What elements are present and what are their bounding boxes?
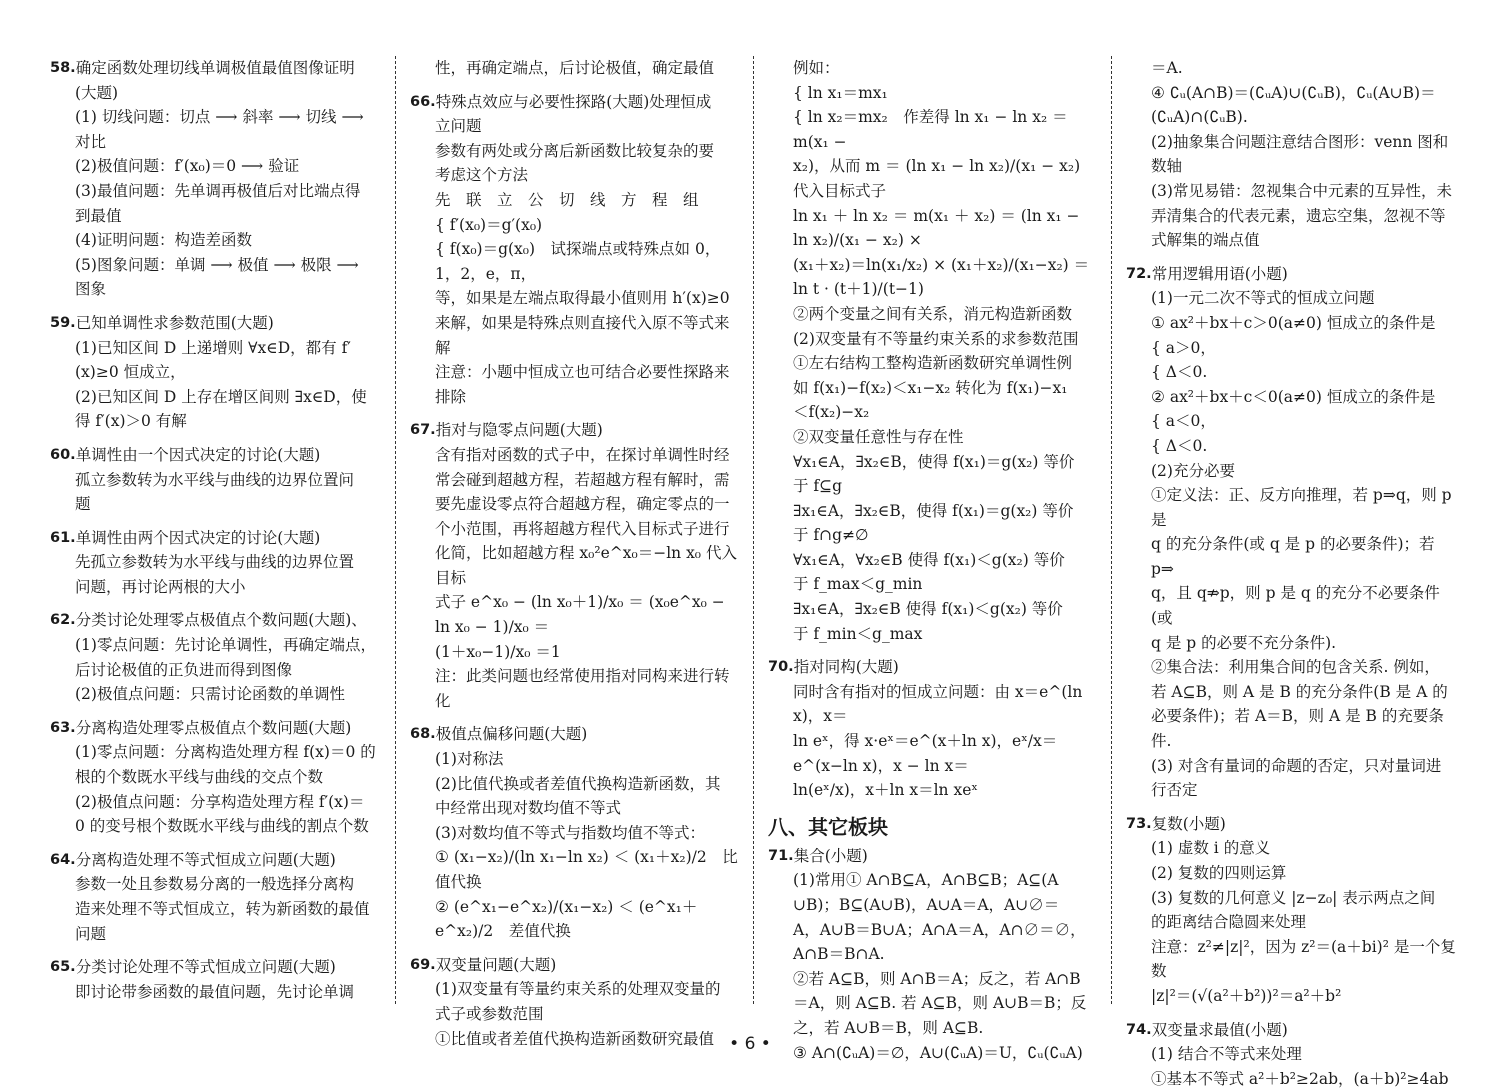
item-title: 双变量求最值(小题) xyxy=(1151,1020,1288,1039)
text-line: 注意：小题中恒成立也可结合必要性探路来 xyxy=(435,363,730,382)
text-line: ②双变量任意性与存在性 xyxy=(793,427,964,446)
item-heading xyxy=(50,311,380,336)
text-line: q 的充分条件(或 q 是 p 的必要条件)；若 p⇒ xyxy=(1151,535,1435,578)
column-divider-1 xyxy=(395,56,396,1004)
text-line: 常会碰到超越方程，若超越方程有解时，需 xyxy=(435,470,730,489)
text-line: 例如： xyxy=(793,59,840,77)
text-line: ln(eˣ/x)，x＋ln x＝ln xeˣ xyxy=(793,781,978,800)
text-line: 来解，如果是特殊点则直接代入原不等式来 xyxy=(435,313,730,332)
text-line: (3)对数均值不等式与指数均值不等式： xyxy=(435,823,705,842)
text-line: 于 f_max＜g_min xyxy=(793,575,923,594)
text-line: (1) 结合不等式来处理 xyxy=(1151,1045,1302,1064)
section-heading: 八、其它板块 xyxy=(768,814,888,839)
text-line: (大题) xyxy=(75,83,119,102)
column-3 xyxy=(768,56,1098,1062)
item-body xyxy=(50,550,380,599)
text-line: 参数有两处或分离后新函数比较复杂的要 xyxy=(435,141,715,160)
text-line: 必要条件)；若 A＝B，则 A 是 B 的充要条件. xyxy=(1151,707,1444,751)
item-heading xyxy=(50,955,380,980)
text-line: 如 f(x₁)−f(x₂)＜x₁−x₂ 转化为 f(x₁)−x₁ xyxy=(793,378,1068,397)
text-line: (2)充分必要 xyxy=(1151,461,1235,480)
item-number: 59. xyxy=(50,314,76,331)
text-line: 含有指对函数的式子中，在探讨单调性时经 xyxy=(435,445,730,464)
item-number: 62. xyxy=(50,612,76,629)
text-line: 得 f′(x)＞0 有解 xyxy=(75,412,187,431)
text-line: 之，若 A∪B＝B，则 A⊆B. xyxy=(793,1018,984,1037)
text-line: 先孤立参数转为水平线与曲线的边界位置 xyxy=(75,553,355,572)
item-heading xyxy=(50,56,380,81)
item-number: 69. xyxy=(410,956,436,973)
text-line: (3)常见易错：忽视集合中元素的互异性，未 xyxy=(1151,181,1452,200)
item-number: 67. xyxy=(410,422,436,439)
text-line: 式解集的端点值 xyxy=(1151,231,1260,250)
list-item xyxy=(50,955,380,1004)
text-line: 0 的变号根个数既水平线与曲线的割点个数 xyxy=(75,817,369,836)
text-line: 弄清集合的代表元素，遗忘空集，忽视不等 xyxy=(1151,206,1446,225)
item-title: 集合(小题) xyxy=(793,846,868,865)
list-item xyxy=(768,655,1098,803)
text-line: ∪B)；B⊆(A∪B)，A∪A＝A，A∪∅＝ xyxy=(793,896,1060,914)
item-title: 极值点偏移问题(大题) xyxy=(435,725,588,744)
page-number: • 6 • xyxy=(729,1034,771,1054)
text-line: 问题，再讨论两根的大小 xyxy=(75,577,246,596)
text-line: 立问题 xyxy=(435,117,482,136)
text-line: (1)已知区间 D 上递增则 ∀x∈D，都有 f′ xyxy=(75,338,351,357)
item-number: 63. xyxy=(50,719,76,736)
text-line: (2) 复数的四则运算 xyxy=(1151,864,1287,882)
item-body xyxy=(1126,286,1456,802)
text-line: ① (x₁−x₂)/(ln x₁−ln x₂) ＜ (x₁＋x₂)/2 比值代换 xyxy=(435,848,738,891)
text-line: (1)对称法 xyxy=(435,750,504,769)
item-heading xyxy=(50,608,380,633)
item-heading xyxy=(410,722,740,747)
list-item xyxy=(768,56,1098,646)
list-item xyxy=(50,716,380,839)
item-title: 确定函数处理切线单调极值最值图像证明 xyxy=(75,59,355,77)
list-item xyxy=(50,443,380,517)
item-title: 单调性由一个因式决定的讨论(大题) xyxy=(75,445,321,464)
text-line: 根的个数既水平线与曲线的交点个数 xyxy=(75,768,324,787)
list-item xyxy=(1126,262,1456,803)
item-title: 单调性由两个因式决定的讨论(大题) xyxy=(75,528,321,547)
list-item xyxy=(1126,56,1456,253)
text-line: 注意：z²≠|z|²，因为 z²＝(a＋bi)² 是一个复 xyxy=(1151,937,1456,956)
item-number: 66. xyxy=(410,93,436,110)
list-item xyxy=(410,56,740,81)
text-line: (1)零点问题：分离构造处理方程 f(x)＝0 的 xyxy=(75,743,376,762)
text-line: 等，如果是左端点取得最小值则用 h′(x)≥0 xyxy=(435,289,730,308)
text-line: 先 联 立 公 切 线 方 程 组 xyxy=(435,190,699,209)
item-number: 60. xyxy=(50,446,76,463)
item-title: 分离构造处理不等式恒成立问题(大题) xyxy=(75,850,336,869)
text-line: 后讨论极值的正负进而得到图像 xyxy=(75,660,293,679)
text-line: 题 xyxy=(75,495,91,514)
text-line: 孤立参数转为水平线与曲线的边界位置问 xyxy=(75,470,355,489)
text-line: (1)零点问题：先讨论单调性，再确定端点， xyxy=(75,636,376,655)
text-line: ＜f(x₂)−x₂ xyxy=(793,403,870,422)
text-line: 数轴 xyxy=(1151,157,1183,176)
list-item xyxy=(50,608,380,706)
item-number: 74. xyxy=(1126,1021,1152,1038)
text-line: 参数一处且参数易分离的一般选择分离构 xyxy=(75,875,355,894)
text-line: ＝A. xyxy=(1151,59,1183,77)
text-line: 考虑这个方法 xyxy=(435,166,529,185)
text-line: 的距离结合隐圆来处理 xyxy=(1151,913,1307,932)
item-title: 指对与隐零点问题(大题) xyxy=(435,421,603,440)
list-item xyxy=(410,90,740,410)
text-line: (1) 切线问题：切点 ⟶ 斜率 ⟶ 切线 ⟶ xyxy=(75,108,364,127)
text-line: (4)证明问题：构造差函数 xyxy=(75,231,252,250)
item-number: 61. xyxy=(50,529,76,546)
text-line: ln x₁ ＋ ln x₂ ＝ m(x₁ ＋ x₂) ＝ (ln x₁ − ln x₂)/(x₁ − x₂) × xyxy=(793,206,1080,250)
list-item xyxy=(1126,812,1456,1009)
item-heading xyxy=(410,953,740,978)
text-line: x₂)，从而 m ＝ (ln x₁ − ln x₂)/(x₁ − x₂) 代入目标式子 xyxy=(793,157,1081,200)
text-line: { ln x₂＝mx₂ 作差得 ln x₁ − ln x₂ ＝ m(x₁ − xyxy=(793,108,1068,151)
text-line: (2)已知区间 D 上存在增区间则 ∃x∈D，使 xyxy=(75,387,367,406)
item-title: 已知单调性求参数范围(大题) xyxy=(75,313,274,332)
text-line: { a＜0， xyxy=(1151,412,1216,431)
item-body xyxy=(50,81,380,302)
text-line: 排除 xyxy=(435,387,467,406)
text-line: 注：此类问题也经常使用指对同构来进行转 xyxy=(435,667,730,686)
item-heading xyxy=(50,526,380,551)
text-line: (2)极值问题：f′(x₀)＝0 ⟶ 验证 xyxy=(75,157,300,176)
text-line: (2)比值代换或者差值代换构造新函数，其 xyxy=(435,774,721,793)
item-number: 68. xyxy=(410,726,436,743)
item-number: 70. xyxy=(768,659,794,676)
text-line: (2)极值点问题：只需讨论函数的单调性 xyxy=(75,685,345,704)
list-item xyxy=(50,56,380,302)
text-line: ＝A，则 A⊆B. 若 A⊆B，则 A∪B＝B；反 xyxy=(793,994,1087,1013)
text-line: 造来处理不等式恒成立，转为新函数的最值 xyxy=(75,900,370,918)
text-line: 式子或参数范围 xyxy=(435,1004,544,1023)
text-line: q 是 p 的必要不充分条件). xyxy=(1151,633,1337,652)
item-body xyxy=(50,872,380,946)
text-line: ①定义法：正、反方向推理，若 p⇒q，则 p 是 xyxy=(1151,486,1452,529)
text-line: 要先虚设零点符合超越方程，确定零点的一 xyxy=(435,495,730,514)
text-line: { ln x₁＝mx₁ xyxy=(793,83,888,102)
item-title: 双变量问题(大题) xyxy=(435,955,557,974)
text-line: ②若 A⊆B，则 A∩B＝A；反之，若 A∩B xyxy=(793,969,1081,988)
text-line: ∃x₁∈A，∃x₂∈B，使得 f(x₁)＝g(x₂) 等价 xyxy=(793,501,1074,520)
item-body xyxy=(1126,836,1456,1008)
text-line: { a＞0， xyxy=(1151,338,1216,357)
text-line: ∀x₁∈A，∀x₂∈B 使得 f(x₁)＜g(x₂) 等价 xyxy=(793,550,1065,569)
item-number: 71. xyxy=(768,847,794,864)
list-item xyxy=(410,722,740,943)
list-item xyxy=(50,526,380,600)
column-2 xyxy=(410,56,740,1048)
item-body xyxy=(1126,56,1456,253)
text-line: 性，再确定端点，后讨论极值，确定最值 xyxy=(435,59,715,77)
text-line: ① ax²＋bx＋c＞0(a≠0) 恒成立的条件是 xyxy=(1151,313,1436,332)
item-title: 复数(小题) xyxy=(1151,814,1226,833)
column-1 xyxy=(50,56,380,1006)
text-line: 到最值 xyxy=(75,206,122,225)
text-line: (1＋x₀−1)/x₀ ＝1 xyxy=(435,642,561,661)
item-number: 73. xyxy=(1126,815,1152,832)
text-line: ② (e^x₁−e^x₂)/(x₁−x₂) ＜ (e^x₁＋e^x₂)/2 差值代换 xyxy=(435,897,698,941)
text-line: ∀x₁∈A，∃x₂∈B，使得 f(x₁)＝g(x₂) 等价 xyxy=(793,452,1075,471)
text-line: (5)图象问题：单调 ⟶ 极值 ⟶ 极限 ⟶ xyxy=(75,255,359,274)
text-line: A∩B＝B∩A. xyxy=(793,945,885,964)
item-body xyxy=(768,680,1098,803)
item-body xyxy=(50,980,380,1005)
list-item xyxy=(1126,1018,1456,1091)
item-body xyxy=(50,633,380,707)
text-line: ③ A∩(∁ᵤA)＝∅，A∪(∁ᵤA)＝U，∁ᵤ(∁ᵤA) xyxy=(793,1043,1083,1062)
text-line: (1) 虚数 i 的意义 xyxy=(1151,839,1271,858)
text-line: 行否定 xyxy=(1151,781,1198,800)
text-line: (3)最值问题：先单调再极值后对比端点得 xyxy=(75,181,361,200)
item-body xyxy=(50,740,380,838)
item-body xyxy=(410,443,740,714)
text-line: 于 f⊆g xyxy=(793,477,843,496)
text-line: (2)双变量有不等量约束关系的求参数范围 xyxy=(793,329,1079,348)
text-line: (1)一元二次不等式的恒成立问题 xyxy=(1151,289,1375,308)
text-line: (x₁＋x₂)＝ln(x₁/x₂) × (x₁＋x₂)/(x₁−x₂) ＝ ln t · (t＋1)/(t−1) xyxy=(793,255,1090,299)
item-heading xyxy=(50,443,380,468)
text-line: (∁ᵤA)∩(∁ᵤB). xyxy=(1151,108,1248,127)
text-line: (x)≥0 恒成立， xyxy=(75,363,186,382)
text-line: ∃x₁∈A，∃x₂∈B 使得 f(x₁)＜g(x₂) 等价 xyxy=(793,600,1063,619)
text-line: 若 A⊆B，则 A 是 B 的充分条件(B 是 A 的 xyxy=(1151,682,1448,701)
text-line: |z|²＝(√(a²＋b²))²＝a²＋b² xyxy=(1151,986,1342,1005)
text-line: (1)常用① A∩B⊆A，A∩B⊆B；A⊆(A xyxy=(793,871,1059,890)
list-item xyxy=(768,844,1098,1065)
text-line: 问题 xyxy=(75,924,107,943)
item-body xyxy=(410,747,740,944)
text-line: A，A∪B＝B∪A；A∩A＝A，A∩∅＝∅， xyxy=(793,920,1086,939)
item-body xyxy=(768,56,1098,646)
text-line: ②两个变量之间有关系，消元构造新函数 xyxy=(793,304,1073,323)
text-line: (2)极值点问题：分享构造处理方程 f′(x)＝ xyxy=(75,792,365,811)
text-line: (1)双变量有等量约束关系的处理双变量的 xyxy=(435,980,721,999)
list-item xyxy=(50,311,380,434)
text-line: ①基本不等式 a²＋b²≥2ab，(a＋b)²≥4ab xyxy=(1151,1069,1449,1088)
text-line: 中经常出现对数均值不等式 xyxy=(435,799,622,818)
list-item xyxy=(50,848,380,946)
item-heading xyxy=(1126,812,1456,837)
text-line: ①比值或者差值代换构造新函数研究最值 xyxy=(435,1029,715,1048)
item-body xyxy=(410,114,740,409)
text-line: ①左右结构工整构造新函数研究单调性例 xyxy=(793,354,1073,373)
text-line: { Δ＜0. xyxy=(1151,363,1208,382)
item-heading xyxy=(768,844,1098,869)
item-title: 指对同构(大题) xyxy=(793,658,899,677)
item-title: 分类讨论处理不等式恒成立问题(大题) xyxy=(75,958,336,977)
text-line: 个小范围，再将超越方程代入目标式子进行 xyxy=(435,519,730,538)
item-heading xyxy=(410,90,740,115)
text-line: 解 xyxy=(435,338,451,357)
text-line: (3) 对含有量词的命题的否定，只对量词进 xyxy=(1151,756,1442,775)
item-title: 常用逻辑用语(小题) xyxy=(1151,264,1288,283)
list-item xyxy=(410,418,740,713)
text-line: (3) 复数的几何意义 |z−z₀| 表示两点之间 xyxy=(1151,888,1436,907)
text-line: 化简，比如超越方程 x₀²e^x₀＝−ln x₀ 代入目标 xyxy=(435,544,737,587)
item-heading xyxy=(1126,262,1456,287)
text-line: 于 f_min＜g_max xyxy=(793,624,923,643)
item-title: 特殊点效应与必要性探路(大题)处理恒成 xyxy=(435,92,712,111)
text-line: 化 xyxy=(435,691,451,710)
item-number: 58. xyxy=(50,60,76,76)
column-4 xyxy=(1126,56,1456,1088)
item-body xyxy=(50,336,380,434)
text-line: ④ ∁ᵤ(A∩B)＝(∁ᵤA)∪(∁ᵤB)，∁ᵤ(A∪B)＝ xyxy=(1151,83,1436,102)
text-line: 于 f∩g≠∅ xyxy=(793,526,869,545)
text-line: q，且 q⇏p，则 p 是 q 的充分不必要条件(或 xyxy=(1151,584,1440,628)
text-line: ln eˣ，得 x·eˣ＝e^(x＋ln x)，eˣ/x＝e^(x−ln x)，x − ln x＝ xyxy=(793,732,1058,775)
item-number: 65. xyxy=(50,959,76,976)
text-line: 即讨论带参函数的最值问题，先讨论单调 xyxy=(75,982,355,1001)
text-line: 式子 e^x₀ − (ln x₀＋1)/x₀ ＝ (x₀e^x₀ − ln x₀ − 1)/x₀ ＝ xyxy=(435,593,725,637)
item-heading xyxy=(768,655,1098,680)
text-line: 对比 xyxy=(75,132,107,151)
item-heading xyxy=(410,418,740,443)
text-line: (2)抽象集合问题注意结合图形：venn 图和 xyxy=(1151,132,1449,151)
item-number: 64. xyxy=(50,851,76,868)
item-title: 分类讨论处理零点极值点个数问题(大题)、 xyxy=(75,611,367,630)
item-heading xyxy=(50,848,380,873)
item-body xyxy=(410,56,740,81)
column-divider-2 xyxy=(753,56,754,1004)
text-line: { f(x₀)＝g(x₀) 试探端点或特殊点如 0，1，2，e，π， xyxy=(435,240,721,283)
item-heading xyxy=(50,716,380,741)
item-number: 72. xyxy=(1126,265,1152,282)
text-line: 同时含有指对的恒成立问题：由 x＝e^(ln x)，x＝ xyxy=(793,682,1083,726)
text-line: ② ax²＋bx＋c＜0(a≠0) 恒成立的条件是 xyxy=(1151,387,1436,406)
item-body xyxy=(50,468,380,517)
item-title: 分离构造处理零点极值点个数问题(大题) xyxy=(75,718,352,737)
text-line: ②集合法：利用集合间的包含关系. 例如， xyxy=(1151,658,1440,677)
text-line: { Δ＜0. xyxy=(1151,436,1208,455)
text-line: 数 xyxy=(1151,962,1167,981)
column-divider-3 xyxy=(1111,56,1112,1004)
text-line: { f′(x₀)＝g′(x₀) xyxy=(435,215,543,234)
text-line: 图象 xyxy=(75,280,107,299)
